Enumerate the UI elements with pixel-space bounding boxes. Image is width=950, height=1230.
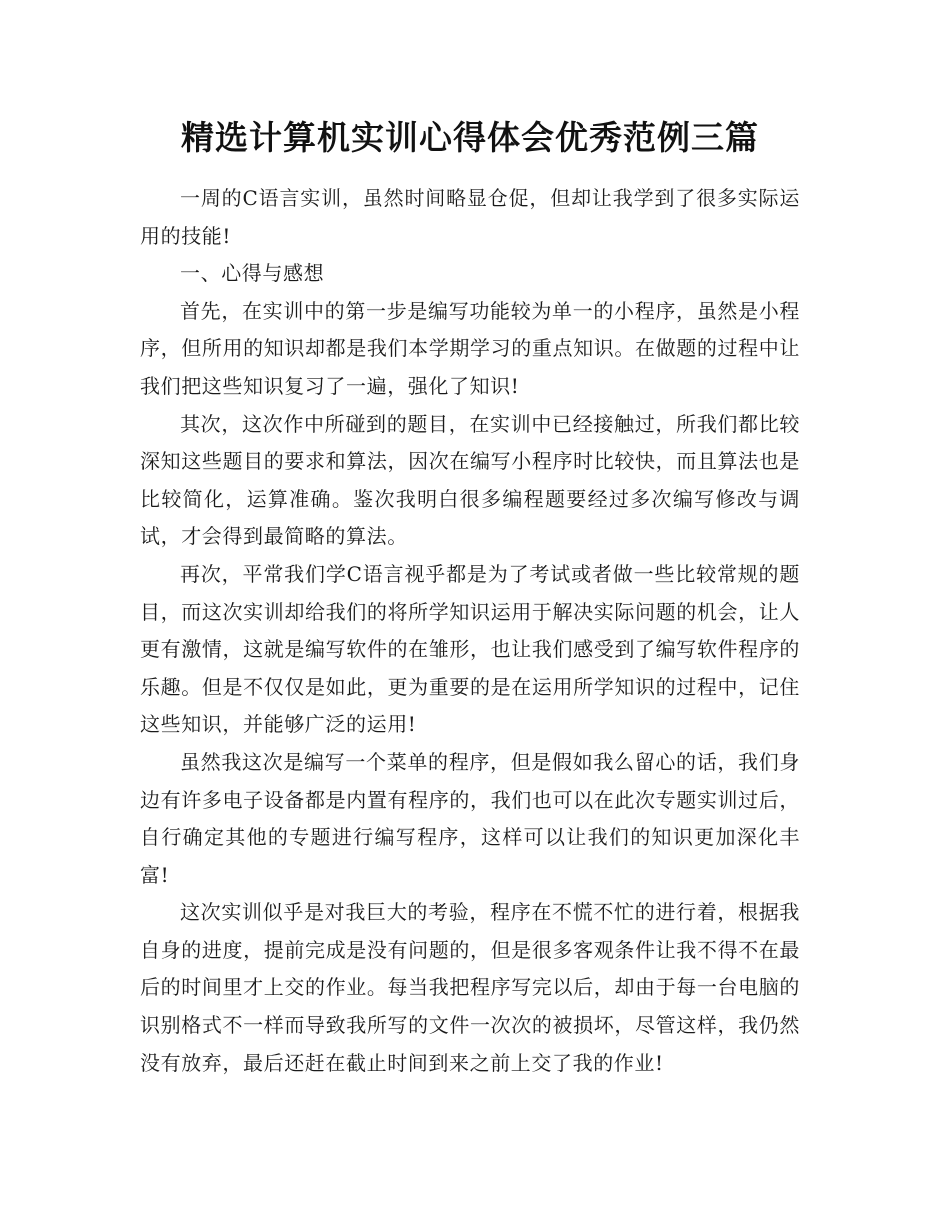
document-title: 精选计算机实训心得体会优秀范例三篇 (181, 118, 759, 157)
paragraph-first: 首先，在实训中的第一步是编写功能较为单一的小程序，虽然是小程序，但所用的知识却都是我们本学期学习的重点知识。在做题的过程中让我们把这些知识复习了一遍，强化了知识! (140, 298, 800, 398)
paragraph-second: 其次，这次作中所碰到的题目，在实训中已经接触过，所我们都比较深知这些题目的要求和算法，因次在编写小程序时比较快，而且算法也是比较简化，运算准确。鉴次我明白很多编程题要经过多次编写修改与调试，才会得到最简略的算法。 (140, 411, 800, 549)
document-body (140, 180, 800, 1082)
paragraph-fourth: 虽然我这次是编写一个菜单的程序，但是假如我么留心的话，我们身边有许多电子设备都是内置有程序的，我们也可以在此次专题实训过后，自行确定其他的专题进行编写程序，这样可以让我们的知识更加深化丰富! (140, 749, 800, 887)
paragraph-third: 再次，平常我们学C语言视乎都是为了考试或者做一些比较常规的题目，而这次实训却给我们的将所学知识运用于解决实际问题的机会，让人更有激情，这就是编写软件的在雏形，也让我们感受到了编写软件程序的乐趣。但是不仅仅是如此，更为重要的是在运用所学知识的过程中，记住这些知识，并能够广泛的运用! (140, 561, 800, 737)
section-heading: 一、心得与感想 (180, 261, 325, 286)
paragraph-fifth: 这次实训似乎是对我巨大的考验，程序在不慌不忙的进行着，根据我自身的进度，提前完成是没有问题的，但是很多客观条件让我不得不在最后的时间里才上交的作业。每当我把程序写完以后，却由于每一台电脑的识别格式不一样而导致我所写的文件一次次的被损坏，尽管这样，我仍然没有放弃，最后还赶在截止时间到来之前上交了我的作业! (140, 900, 800, 1075)
paragraph-intro: 一周的C语言实训，虽然时间略显仓促，但却让我学到了很多实际运用的技能! (140, 186, 800, 248)
